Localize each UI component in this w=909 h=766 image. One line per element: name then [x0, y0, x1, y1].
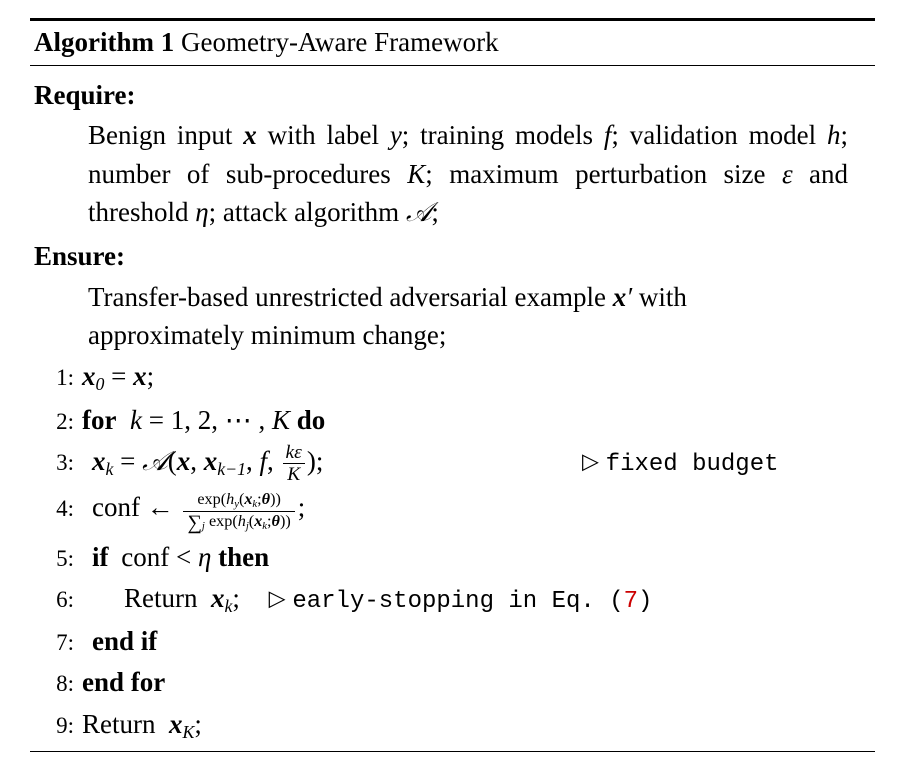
line-number: 4:: [56, 495, 74, 521]
line-number: 6:: [56, 586, 74, 612]
return-keyword: Return: [124, 582, 198, 613]
line-number: 7:: [56, 630, 74, 656]
algorithm-number: Algorithm 1: [34, 27, 175, 57]
algorithm-line-9: [30, 702, 875, 745]
line-number: 9:: [56, 712, 74, 738]
bottom-rule: [30, 751, 875, 752]
require-text: Benign input x with label y; training models f; validation model h; number of sub-procedures K; maximum perturbation size ε and threshold η; attack algorithm 𝒜;: [88, 120, 848, 227]
keyword-do: do: [296, 404, 326, 435]
line-number: 5:: [56, 545, 74, 571]
line-content: Return $x_k$; ▷ early-stopping in Eq. (7): [124, 582, 653, 616]
algorithm-title: [30, 21, 875, 65]
conf-label: conf: [121, 541, 170, 572]
algorithm-line-8: [30, 660, 875, 701]
comment-fixed-budget: ▷ fixed budget: [582, 448, 779, 478]
line-number: 8:: [56, 671, 74, 697]
softmax-fraction: $\frac{\exp(h_y(x_k;\theta))}{\sum_j \exp(h_j(x_k;\theta))}$: [183, 490, 294, 535]
line-content: Return $x_K$;: [82, 708, 202, 742]
line-content: [82, 622, 875, 660]
keyword-then: then: [218, 541, 270, 572]
line-number: 1:: [56, 365, 74, 391]
line-number: 2:: [56, 408, 74, 434]
conf-label: conf: [92, 491, 140, 522]
return-keyword: Return: [82, 708, 156, 739]
algorithm-line-5: [30, 535, 875, 576]
algorithm-line-2: [30, 398, 875, 439]
algorithm-line-3: [30, 439, 875, 485]
algorithm-line-4: [30, 485, 875, 535]
algorithm-line-1: [30, 354, 875, 397]
line-content: for k = 1, 2, ⋯ , K do: [82, 404, 326, 435]
line-content: [82, 663, 875, 701]
comment-early-stopping: ▷ early-stopping in Eq. (7): [268, 585, 653, 615]
keyword-if: if: [92, 541, 109, 572]
algorithm-body: [30, 66, 875, 751]
keyword-for: for: [82, 404, 117, 435]
line-content: $x_k$ = 𝒜(x, $x_{k-1}$, f, $\frac{k\varepsilon}{K}$ ); ▷ fixed budget: [92, 442, 779, 485]
ensure-label: Ensure:: [34, 241, 126, 272]
keyword-end-if: end if: [92, 626, 158, 657]
algorithm-line-6: [30, 576, 875, 619]
fraction-k-eps-over-K: $\frac{k\varepsilon}{K}$: [283, 442, 305, 485]
line-content: conf ← $\frac{\exp(h_y(x_k;\theta))}{\sum_j \exp(h_j(x_k;\theta))}$ ;: [92, 489, 306, 534]
algorithm-title-text: Geometry-Aware Framework: [180, 27, 499, 57]
ensure-text: Transfer-based unrestricted adversarial example x′ with approximately minimum change;: [88, 281, 687, 350]
keyword-end-for: end for: [82, 667, 166, 698]
line-content: $x_0 = x$;: [82, 361, 155, 395]
require-label: Require:: [34, 80, 136, 110]
algorithm-block: [30, 18, 875, 752]
line-number: 3:: [56, 449, 74, 475]
algorithm-line-7: [30, 619, 875, 660]
line-content: if conf < η then: [92, 541, 270, 572]
